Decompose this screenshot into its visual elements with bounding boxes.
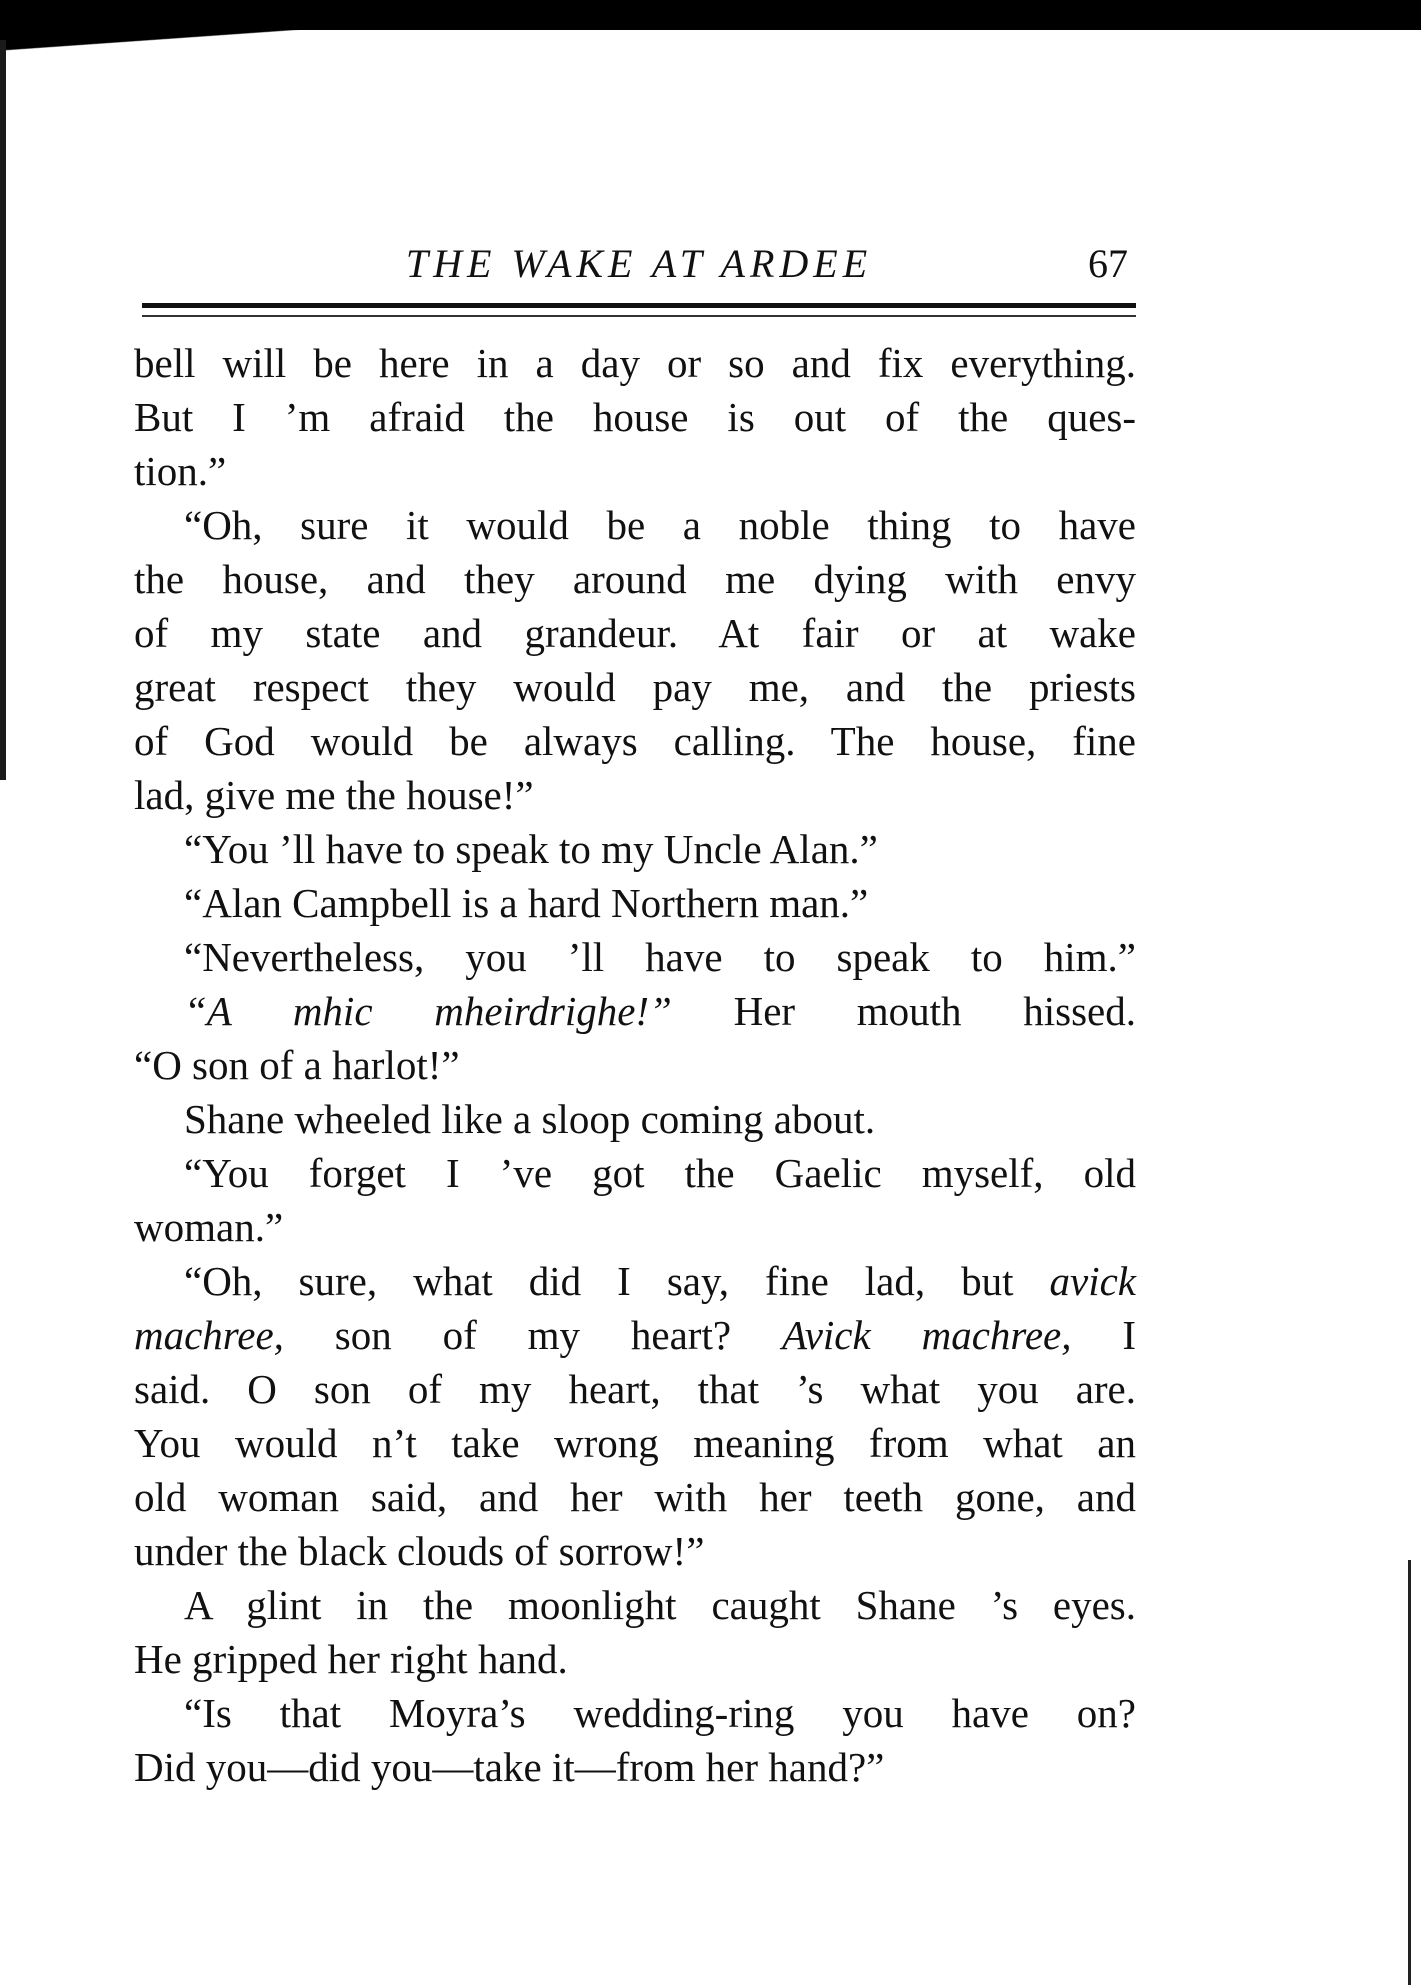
gaelic-phrase: machree,: [134, 1312, 284, 1358]
text-line: Shane wheeled like a sloop coming about.: [184, 1096, 876, 1142]
text-line: bell will be here in a day or so and fix everything.: [134, 340, 1136, 386]
text-line: “You ’ll have to speak to my Uncle Alan.”: [184, 826, 878, 872]
text-line: great respect they would pay me, and the priests: [134, 664, 1136, 710]
text-line: “A mhic mheirdrighe!” Her mouth hissed.: [184, 988, 1137, 1034]
body-text: [134, 336, 1136, 1794]
running-title: THE WAKE AT ARDEE: [405, 241, 873, 286]
text-line: old woman said, and her with her teeth gone, and: [134, 1474, 1136, 1520]
text-line: “Is that Moyra’s wedding-ring you have on?: [184, 1690, 1136, 1736]
text-line: Did you—did you—take it—from her hand?”: [134, 1744, 885, 1790]
scan-left-edge: [0, 40, 6, 780]
text-line: said. O son of my heart, that ’s what you are.: [134, 1366, 1136, 1412]
text-line: But I ’m afraid the house is out of the ques-: [134, 394, 1136, 440]
text-line: “You forget I ’ve got the Gaelic myself, old: [184, 1150, 1136, 1196]
text-line: machree, son of my heart? Avick machree, I: [134, 1312, 1137, 1358]
text-line: tion.”: [134, 448, 227, 494]
text-line: of God would be always calling. The house, fine: [134, 718, 1136, 764]
text-line: “Oh, sure, what did I say, fine lad, but avick: [184, 1258, 1136, 1304]
scan-right-edge: [1408, 1560, 1411, 1985]
gaelic-phrase: Avick machree,: [781, 1312, 1072, 1358]
page-header: [142, 240, 1136, 300]
header-rule: [142, 303, 1136, 308]
text-line: “Alan Campbell is a hard Northern man.”: [184, 880, 869, 926]
text-line: of my state and grandeur. At fair or at wake: [134, 610, 1136, 656]
header-rule-thin: [142, 315, 1136, 317]
text-line: the house, and they around me dying with envy: [134, 556, 1136, 602]
text-line: under the black clouds of sorrow!”: [134, 1528, 705, 1574]
page-number: 67: [1088, 241, 1128, 286]
scan-top-shadow: [0, 28, 360, 58]
text-line: woman.”: [134, 1204, 284, 1250]
text-line: “O son of a harlot!”: [134, 1042, 460, 1088]
text-line: “Oh, sure it would be a noble thing to have: [184, 502, 1136, 548]
text-line: “Nevertheless, you ’ll have to speak to him.”: [184, 934, 1136, 980]
gaelic-phrase: avick: [1049, 1258, 1136, 1304]
scan-top-border: [0, 0, 1421, 30]
gaelic-phrase: “A mhic mheirdrighe!”: [184, 988, 672, 1034]
text-line: lad, give me the house!”: [134, 772, 534, 818]
text-line: A glint in the moonlight caught Shane ’s eyes.: [184, 1582, 1136, 1628]
text-line: He gripped her right hand.: [134, 1636, 568, 1682]
text-line: You would n’t take wrong meaning from what an: [134, 1420, 1136, 1466]
